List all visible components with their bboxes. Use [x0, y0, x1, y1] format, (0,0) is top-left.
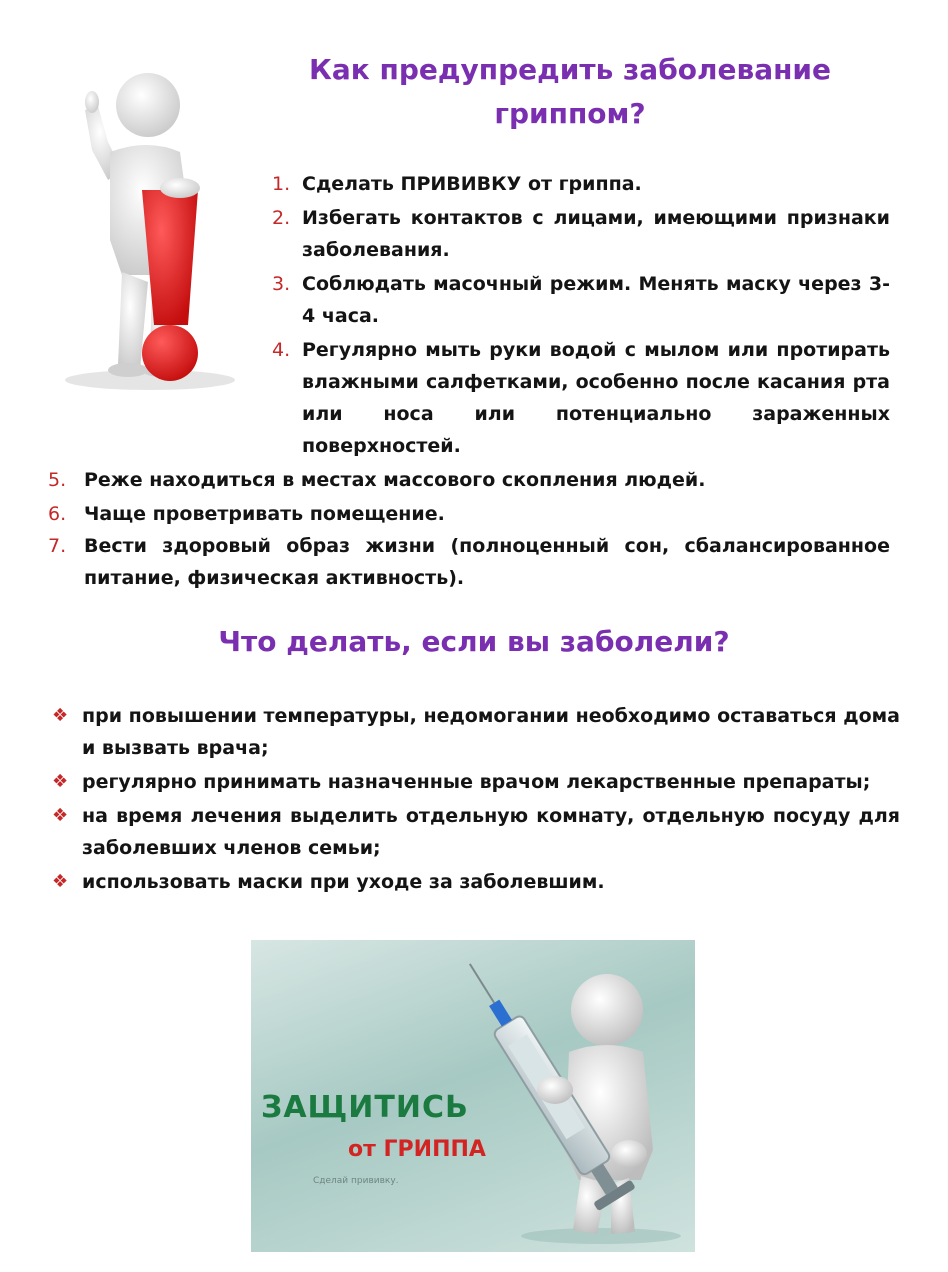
diamond-bullet-icon: ❖: [52, 805, 69, 826]
list-item: ❖ использовать маски при уходе за заболевшим.: [40, 866, 900, 898]
if-sick-list: [40, 700, 900, 900]
diamond-bullet-icon: ❖: [52, 771, 69, 792]
vaccination-poster: [251, 940, 695, 1252]
section-title: Что делать, если вы заболели?: [218, 625, 730, 658]
diamond-bullet-icon: ❖: [52, 871, 69, 892]
poster-headline: ЗАЩИТИСЬ: [261, 1090, 469, 1125]
list-item: 3. Соблюдать масочный режим. Менять маску через 3-4 часа.: [272, 273, 890, 327]
list-item: 7. Вести здоровый образ жизни (полноценный сон, сбалансированное питание, физическая активность).: [48, 535, 890, 589]
diamond-bullet-icon: ❖: [52, 705, 69, 726]
list-item: 4. Регулярно мыть руки водой с мылом или протирать влажными салфетками, особенно после касания рта или носа или потенциально зараженных поверхностей.: [272, 339, 890, 457]
poster-subheadline: от ГРИППА: [348, 1137, 486, 1162]
list-item: 2. Избегать контактов с лицами, имеющими признаки заболевания.: [272, 207, 890, 261]
list-item: ❖ на время лечения выделить отдельную комнату, отдельную посуду для заболевших членов семьи;: [40, 800, 900, 864]
list-item: ❖ при повышении температуры, недомогании необходимо оставаться дома и вызвать врача;: [40, 700, 900, 764]
list-item: 1. Сделать ПРИВИВКУ от гриппа.: [272, 173, 642, 195]
poster-caption: Сделай прививку.: [313, 1176, 399, 1186]
list-item: 6. Чаще проветривать помещение.: [48, 503, 445, 525]
page-title: Как предупредить заболевание гриппом?: [308, 53, 832, 130]
list-item: 5. Реже находиться в местах массового скопления людей.: [48, 469, 706, 491]
figure-exclamation-illustration: [30, 60, 260, 400]
list-item: ❖ регулярно принимать назначенные врачом лекарственные препараты;: [40, 766, 900, 798]
